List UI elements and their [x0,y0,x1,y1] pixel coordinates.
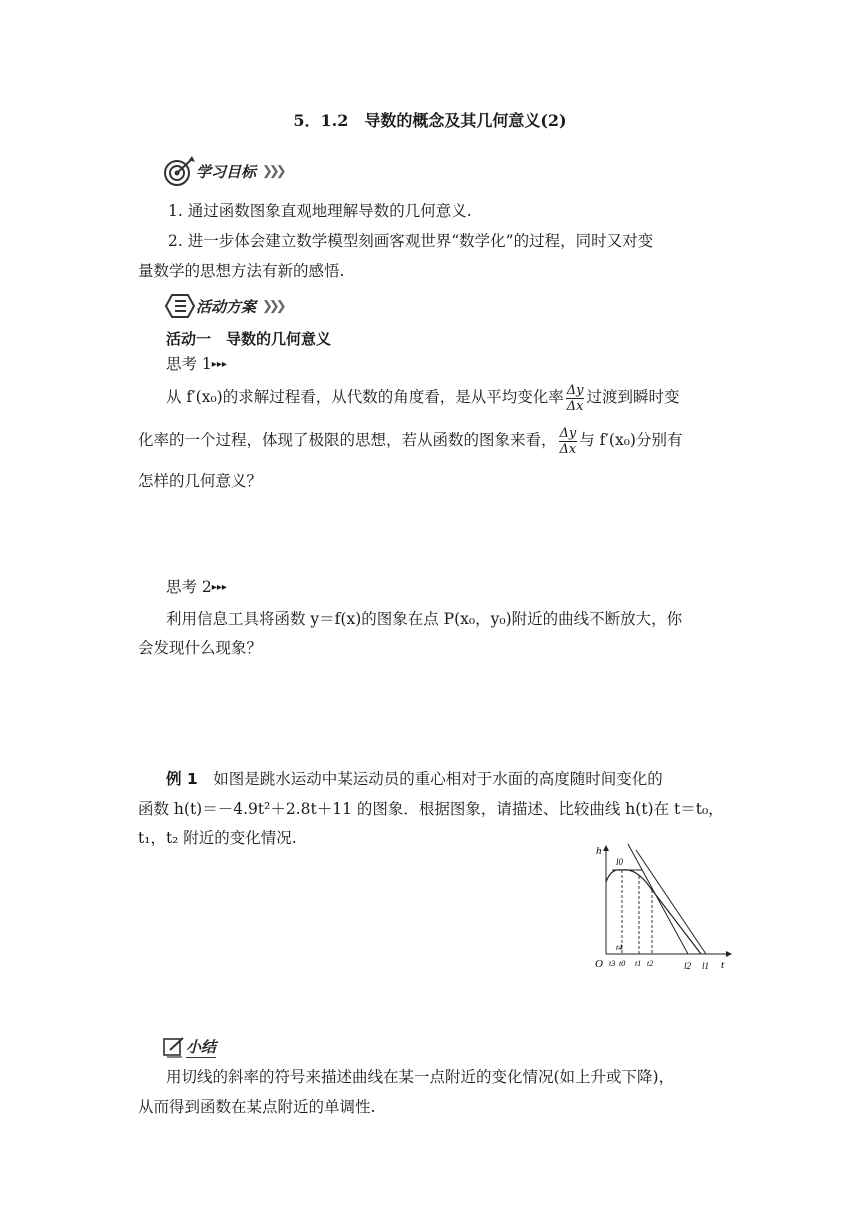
goals-banner-label: 学习目标 [196,162,257,181]
think2-line1: 利用信息工具将函数 y＝f(x)的图象在点 P(x₀，y₀)附近的曲线不断放大，你 [166,610,683,628]
t1-label: t1 [635,959,642,968]
t0-label: t0 [619,959,626,968]
t3-label: t3 [609,959,616,968]
activity-banner [162,292,283,320]
activity1-heading: 活动一 导数的几何意义 [166,330,332,348]
fraction-denominator: Δx [559,441,577,457]
activity-banner-label: 活动方案 [196,297,257,316]
delta-fraction [566,383,585,414]
think1-line2-b: 与 f′(x₀)分别有 [579,431,683,449]
fraction-denominator: Δx [566,398,584,414]
l1-label: l1 [702,961,710,971]
example1-label: 例 1 [166,770,198,788]
chevrons-icon: ❯❯❯ [262,163,283,179]
triangles-icon: ▸▸▸ [211,582,227,593]
summary-banner-label: 小结 [186,1038,217,1056]
list-icon [162,292,196,320]
dive-height-figure [590,840,740,975]
goals-banner [162,155,283,187]
delta-fraction [559,426,578,457]
goal-2-cont: 量数学的思想方法有新的感悟. [138,262,345,280]
summary-banner [162,1036,216,1058]
think1-line3: 怎样的几何意义？ [138,472,263,490]
tangent-l1 [636,850,706,954]
goal-1: 1. 通过函数图象直观地理解导数的几何意义. [168,202,472,220]
tangent-l2 [628,844,688,954]
t2-label: t2 [647,959,654,968]
fraction-numerator: Δy [566,382,584,398]
think1-line1-b: 过渡到瞬时变 [586,388,680,406]
example1-line3: t₁，t₂ 附近的变化情况. [138,829,297,847]
example1-line2: 函数 h(t)＝－4.9t²＋2.8t＋11 的图象．根据图象，请描述、比较曲线 h(t)在 t＝t₀， [138,800,724,818]
think1-label [166,349,227,380]
t-axis-arrow [726,951,732,957]
t4-label: t4 [616,943,623,952]
fraction-numerator: Δy [559,425,577,441]
axis-t-label: t [721,959,725,971]
summary-line1: 用切线的斜率的符号来描述曲线在某一点附近的变化情况(如上升或下降)， [166,1068,675,1086]
think1-line1-a: 从 f′(x₀)的求解过程看，从代数的角度看，是从平均变化率 [166,388,564,406]
think2-label-text: 思考 2 [166,578,212,596]
origin-label: O [595,958,603,970]
summary-line2: 从而得到函数在某点附近的单调性. [138,1098,376,1116]
h-axis-arrow [603,845,609,851]
page-title: 5．1.2 导数的概念及其几何意义(2) [293,111,567,130]
think1-line2-a: 化率的一个过程，体现了极限的思想，若从函数的图象来看， [138,431,557,449]
l0-label: l0 [616,857,624,867]
axis-h-label: h [596,845,602,857]
think1-line1 [166,382,679,414]
target-icon [162,155,196,187]
example1-line1-text: 如图是跳水运动中某运动员的重心相对于水面的高度随时间变化的 [197,770,663,788]
pencil-note-icon [162,1036,186,1058]
goal-2: 2. 进一步体会建立数学模型刻画客观世界“数学化”的过程，同时又对变 [168,232,654,250]
think1-label-text: 思考 1 [166,355,212,373]
think2-label [166,572,227,603]
triangles-icon: ▸▸▸ [211,359,227,370]
think2-line2: 会发现什么现象？ [138,639,263,657]
think1-line2 [138,425,682,457]
h-curve [606,870,701,954]
l2-label: l2 [684,961,692,971]
chevrons-icon: ❯❯❯ [262,298,283,314]
example1-line1 [166,764,663,794]
